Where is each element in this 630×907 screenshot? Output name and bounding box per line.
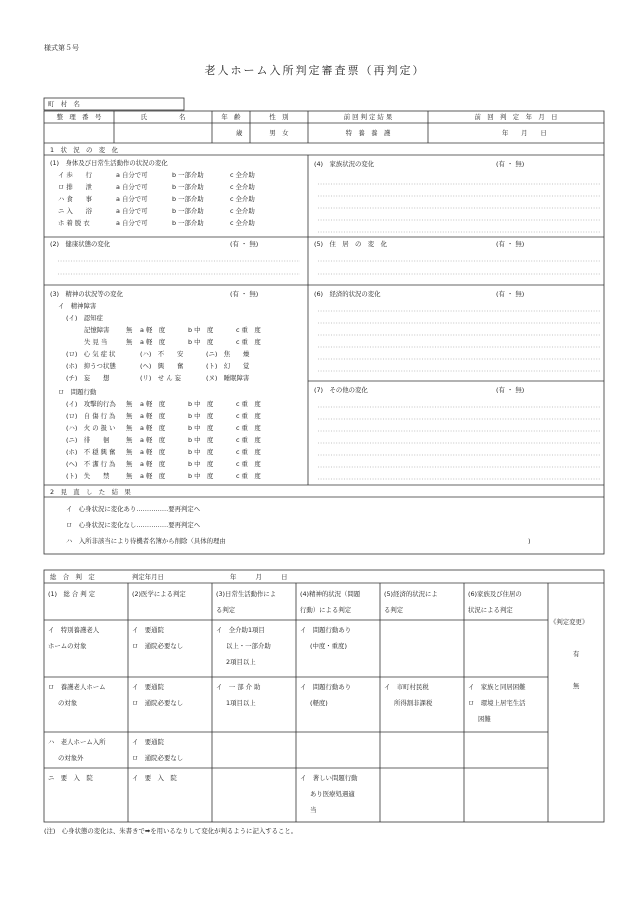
behavior-c[interactable]: c 重 度 (236, 472, 261, 480)
symptom-item[interactable]: (リ) せ ん 妄 (140, 374, 182, 382)
behavior-a[interactable]: a 軽 度 (140, 412, 166, 420)
adl-option-b[interactable]: b 一部介助 (172, 171, 204, 179)
summary-cell-text: の対象外 (58, 754, 84, 762)
summary-date-label: 判定年月日 (132, 573, 164, 581)
review-close-paren: ) (528, 537, 531, 545)
adl-option-a[interactable]: a 自分で可 (116, 183, 148, 191)
adl-option-b[interactable]: b 一部介助 (172, 219, 204, 227)
summary-cell-text[interactable]: イ 要通院 (132, 683, 164, 691)
behavior-a[interactable]: a 軽 度 (140, 460, 166, 468)
age-unit: 歳 (236, 129, 243, 137)
summary-cell-text[interactable]: イ 要通院 (132, 738, 164, 746)
symptom-item[interactable]: (ハ) 不 安 (140, 350, 184, 358)
col-prev-date: 前 回 判 定 年 月 日 (474, 113, 558, 121)
behavior-c[interactable]: c 重 度 (236, 412, 261, 420)
section2-title: 2 見 直 し た 結 果 (50, 488, 131, 496)
memory-none[interactable]: 無 (126, 326, 133, 334)
behavior-label: (ト) 失 禁 (66, 472, 110, 480)
behavior-none[interactable]: 無 (126, 412, 133, 420)
behavior-c[interactable]: c 重 度 (236, 424, 261, 432)
behavior-b[interactable]: b 中 度 (188, 448, 214, 456)
behavior-a[interactable]: a 軽 度 (140, 448, 166, 456)
behavior-label: (ホ) 不 穏 興 奮 (66, 448, 116, 456)
behavior-label: (ロ) 自 傷 行 為 (66, 412, 116, 420)
symptom-item[interactable]: (ニ) 焦 燥 (206, 350, 250, 358)
adl-option-a[interactable]: a 自分で可 (116, 171, 148, 179)
summary-cell-text[interactable]: 所得割非課税 (394, 699, 433, 707)
summary-cell-text[interactable]: イ 市町村民税 (384, 683, 429, 691)
adl-row-label: ホ 着 脱 衣 (58, 219, 90, 227)
symptom-item[interactable]: (ト) 幻 覚 (206, 362, 250, 370)
col-age: 年 齢 (221, 113, 241, 121)
adl-option-c[interactable]: c 全介助 (230, 195, 255, 203)
summary-date-units: 年 月 日 (230, 573, 288, 581)
other-title: (7) その他の変化 (314, 386, 368, 394)
adl-option-a[interactable]: a 自分で可 (116, 195, 148, 203)
memory-c[interactable]: c 重 度 (236, 326, 261, 334)
behavior-label: (ニ) 徘 徊 (66, 436, 110, 444)
page-title: 老人ホーム入所判定審査票（再判定） (204, 64, 426, 77)
disorient-a[interactable]: a 軽 度 (140, 338, 166, 346)
summary-cell-text: の対象 (58, 699, 78, 707)
behavior-b[interactable]: b 中 度 (188, 472, 214, 480)
summary-cell-text: ハ 老人ホーム入所 (48, 738, 106, 746)
housing-yes-no[interactable]: (有 ・ 無) (496, 240, 525, 248)
summary-cell-text[interactable]: イ 一 部 介 助 (216, 683, 261, 691)
form-number: 様式第５号 (44, 44, 79, 52)
summary-cell-text: ニ 要 入 院 (48, 774, 93, 782)
summary-cell-text[interactable]: (軽度) (310, 699, 328, 707)
behavior-none[interactable]: 無 (126, 400, 133, 408)
adl-title: (1) 身体及び日常生活動作の状況の変化 (50, 159, 168, 167)
prev-date-units: 年 月 日 (502, 129, 547, 137)
judgment-change-no[interactable]: 無 (573, 682, 580, 690)
prev-result-options[interactable]: 特 養 養 護 (345, 129, 391, 137)
behavior-c[interactable]: c 重 度 (236, 400, 261, 408)
review-item-2[interactable]: ロ 心身状況に変化なし……………要再判定へ (66, 521, 201, 529)
memory-b[interactable]: b 中 度 (188, 326, 214, 334)
summary-col-header: 状況による判定 (468, 606, 513, 614)
economic-title: (6) 経済的状況の変化 (314, 290, 381, 298)
behavior-b[interactable]: b 中 度 (188, 460, 214, 468)
summary-col-header: る判定 (384, 606, 404, 614)
symptom-item[interactable]: (ロ) 心 気 症 状 (66, 350, 116, 358)
summary-col-header: (5)経済的状況によ (384, 590, 438, 598)
summary-cell-text[interactable]: 1項目以上 (226, 699, 256, 707)
health-yes-no[interactable]: (有 ・ 無) (230, 240, 259, 248)
summary-cell-text[interactable]: 以上・一部介助 (226, 642, 271, 650)
adl-row-label: ハ 食 事 (58, 195, 92, 203)
housing-title: (5) 住 居 の 変 化 (314, 240, 387, 248)
review-item-1[interactable]: イ 心身状況に変化あり……………要再判定へ (66, 505, 201, 513)
adl-row-label: イ 歩 行 (58, 171, 92, 179)
summary-cell-text: イ 特別養護老人 (48, 626, 100, 634)
behavior-c[interactable]: c 重 度 (236, 448, 261, 456)
summary-cell-text[interactable]: (中度・重度) (310, 642, 347, 650)
municipality-label: 町 村 名 (48, 100, 80, 108)
mental-yes-no[interactable]: (有 ・ 無) (230, 290, 259, 298)
disorient-none[interactable]: 無 (126, 338, 133, 346)
disorient-b[interactable]: b 中 度 (188, 338, 214, 346)
behavior-a[interactable]: a 軽 度 (140, 472, 166, 480)
judgment-change-yes[interactable]: 有 (573, 650, 580, 658)
summary-cell-text[interactable]: イ 著しい問題行動 (300, 774, 358, 782)
col-serial-number: 整 理 番 号 (56, 113, 102, 121)
summary-col-header: (2)医学による判定 (132, 590, 186, 598)
behavior-c[interactable]: c 重 度 (236, 460, 261, 468)
summary-col-header: る判定 (216, 606, 236, 614)
symptom-item[interactable]: (ホ) 抑うつ状態 (66, 362, 116, 370)
behavior-label: (ヘ) 不 潔 行 為 (66, 460, 116, 468)
symptom-item[interactable]: (チ) 妄 想 (66, 374, 110, 382)
family-yes-no[interactable]: (有 ・ 無) (496, 160, 525, 168)
behavior-a[interactable]: a 軽 度 (140, 424, 166, 432)
memory-a[interactable]: a 軽 度 (140, 326, 166, 334)
section1-title: 1 状 況 の 変 化 (50, 146, 118, 154)
summary-col-header: (3)日常生活動作によ (216, 590, 277, 598)
family-title: (4) 家族状況の変化 (314, 160, 375, 168)
behavior-none[interactable]: 無 (126, 472, 133, 480)
mental-title: (3) 精神の状況等の変化 (50, 290, 123, 298)
behavior-b[interactable]: b 中 度 (188, 436, 214, 444)
summary-cell-text[interactable]: イ 全介助1項目 (216, 626, 265, 634)
behavior-c[interactable]: c 重 度 (236, 436, 261, 444)
judgment-change-label: 《判定変更》 (550, 618, 589, 626)
adl-option-b[interactable]: b 一部介助 (172, 207, 204, 215)
symptom-item[interactable]: (ヌ) 睡眠障害 (206, 374, 250, 382)
adl-option-a[interactable]: a 自分で可 (116, 219, 148, 227)
summary-col-header: (1) 総 合 判 定 (48, 590, 96, 598)
adl-row-label: ニ 入 浴 (58, 207, 92, 215)
summary-cell-text[interactable]: イ 要 入 院 (132, 774, 177, 782)
adl-option-b[interactable]: b 一部介助 (172, 195, 204, 203)
other-yes-no[interactable]: (有 ・ 無) (496, 386, 525, 394)
summary-cell-text[interactable]: イ 問題行動あり (300, 626, 352, 634)
summary-label: 総 合 判 定 (50, 573, 95, 581)
behavior-b[interactable]: b 中 度 (188, 412, 214, 420)
adl-row-label: ロ 排 泄 (58, 183, 92, 191)
summary-cell-text[interactable]: ロ 環境上居宅生活 (468, 699, 526, 707)
adl-option-c[interactable]: c 全介助 (230, 207, 255, 215)
behavior-a[interactable]: a 軽 度 (140, 436, 166, 444)
behavior-none[interactable]: 無 (126, 436, 133, 444)
summary-col-header: (4)精神的状況（問題 (300, 590, 361, 598)
summary-cell-text[interactable]: イ 要通院 (132, 626, 164, 634)
summary-cell-text[interactable]: イ 問題行動あり (300, 683, 352, 691)
col-sex: 性 別 (269, 113, 289, 121)
summary-col-header: (6)家族及び住居の (468, 590, 522, 598)
mental-disorder-heading: イ 精神障害 (58, 302, 97, 310)
summary-cell-text[interactable]: 困難 (478, 715, 491, 723)
behavior-label: (ハ) 火 の 扱 い (66, 424, 116, 432)
disorient-c[interactable]: c 重 度 (236, 338, 261, 346)
adl-option-c[interactable]: c 全介助 (230, 171, 255, 179)
behavior-none[interactable]: 無 (126, 460, 133, 468)
behavior-none[interactable]: 無 (126, 448, 133, 456)
adl-option-c[interactable]: c 全介助 (230, 183, 255, 191)
summary-cell-text[interactable]: あり医療処遇適 (310, 790, 355, 798)
summary-cell-text: ロ 養護老人ホーム (48, 683, 106, 691)
review-item-3[interactable]: ハ 入所非該当により待機者名簿から削除（具体的理由 (66, 537, 226, 545)
behavior-none[interactable]: 無 (126, 424, 133, 432)
summary-cell-text[interactable]: 2項目以上 (226, 658, 256, 666)
summary-cell-text[interactable]: ロ 通院必要なし (132, 754, 184, 762)
sex-options[interactable]: 男 女 (269, 129, 289, 137)
summary-cell-text[interactable]: ロ 通院必要なし (132, 699, 184, 707)
summary-cell-text[interactable]: ロ 通院必要なし (132, 642, 184, 650)
col-name: 氏 名 (140, 113, 186, 121)
economic-yes-no[interactable]: (有 ・ 無) (496, 290, 525, 298)
adl-option-a[interactable]: a 自分で可 (116, 207, 148, 215)
adl-option-b[interactable]: b 一部介助 (172, 183, 204, 191)
footnote: (注) 心身状態の変化は、朱書きで➡を用いるなりして変化が判るように記入すること。 (44, 827, 298, 835)
behavior-a[interactable]: a 軽 度 (140, 400, 166, 408)
memory-label: 記憶障害 (84, 326, 110, 334)
summary-cell-text[interactable]: イ 家族と同居困難 (468, 683, 526, 691)
behavior-b[interactable]: b 中 度 (188, 400, 214, 408)
behavior-heading: ロ 問題行動 (58, 388, 97, 396)
health-title: (2) 健康状態の変化 (50, 240, 111, 248)
col-prev-result: 前 回 判 定 結 果 (343, 113, 393, 121)
behavior-label: (イ) 攻撃的行為 (66, 400, 116, 408)
summary-cell-text[interactable]: 当 (310, 806, 317, 814)
adl-option-c[interactable]: c 全介助 (230, 219, 255, 227)
summary-col-header: 行動）による判定 (300, 606, 352, 614)
behavior-b[interactable]: b 中 度 (188, 424, 214, 432)
disorient-label: 失 見 当 (84, 338, 108, 346)
dementia-heading: (イ) 認知症 (66, 314, 103, 322)
summary-cell-text: ホームの対象 (48, 642, 87, 650)
symptom-item[interactable]: (ヘ) 興 奮 (140, 362, 184, 370)
